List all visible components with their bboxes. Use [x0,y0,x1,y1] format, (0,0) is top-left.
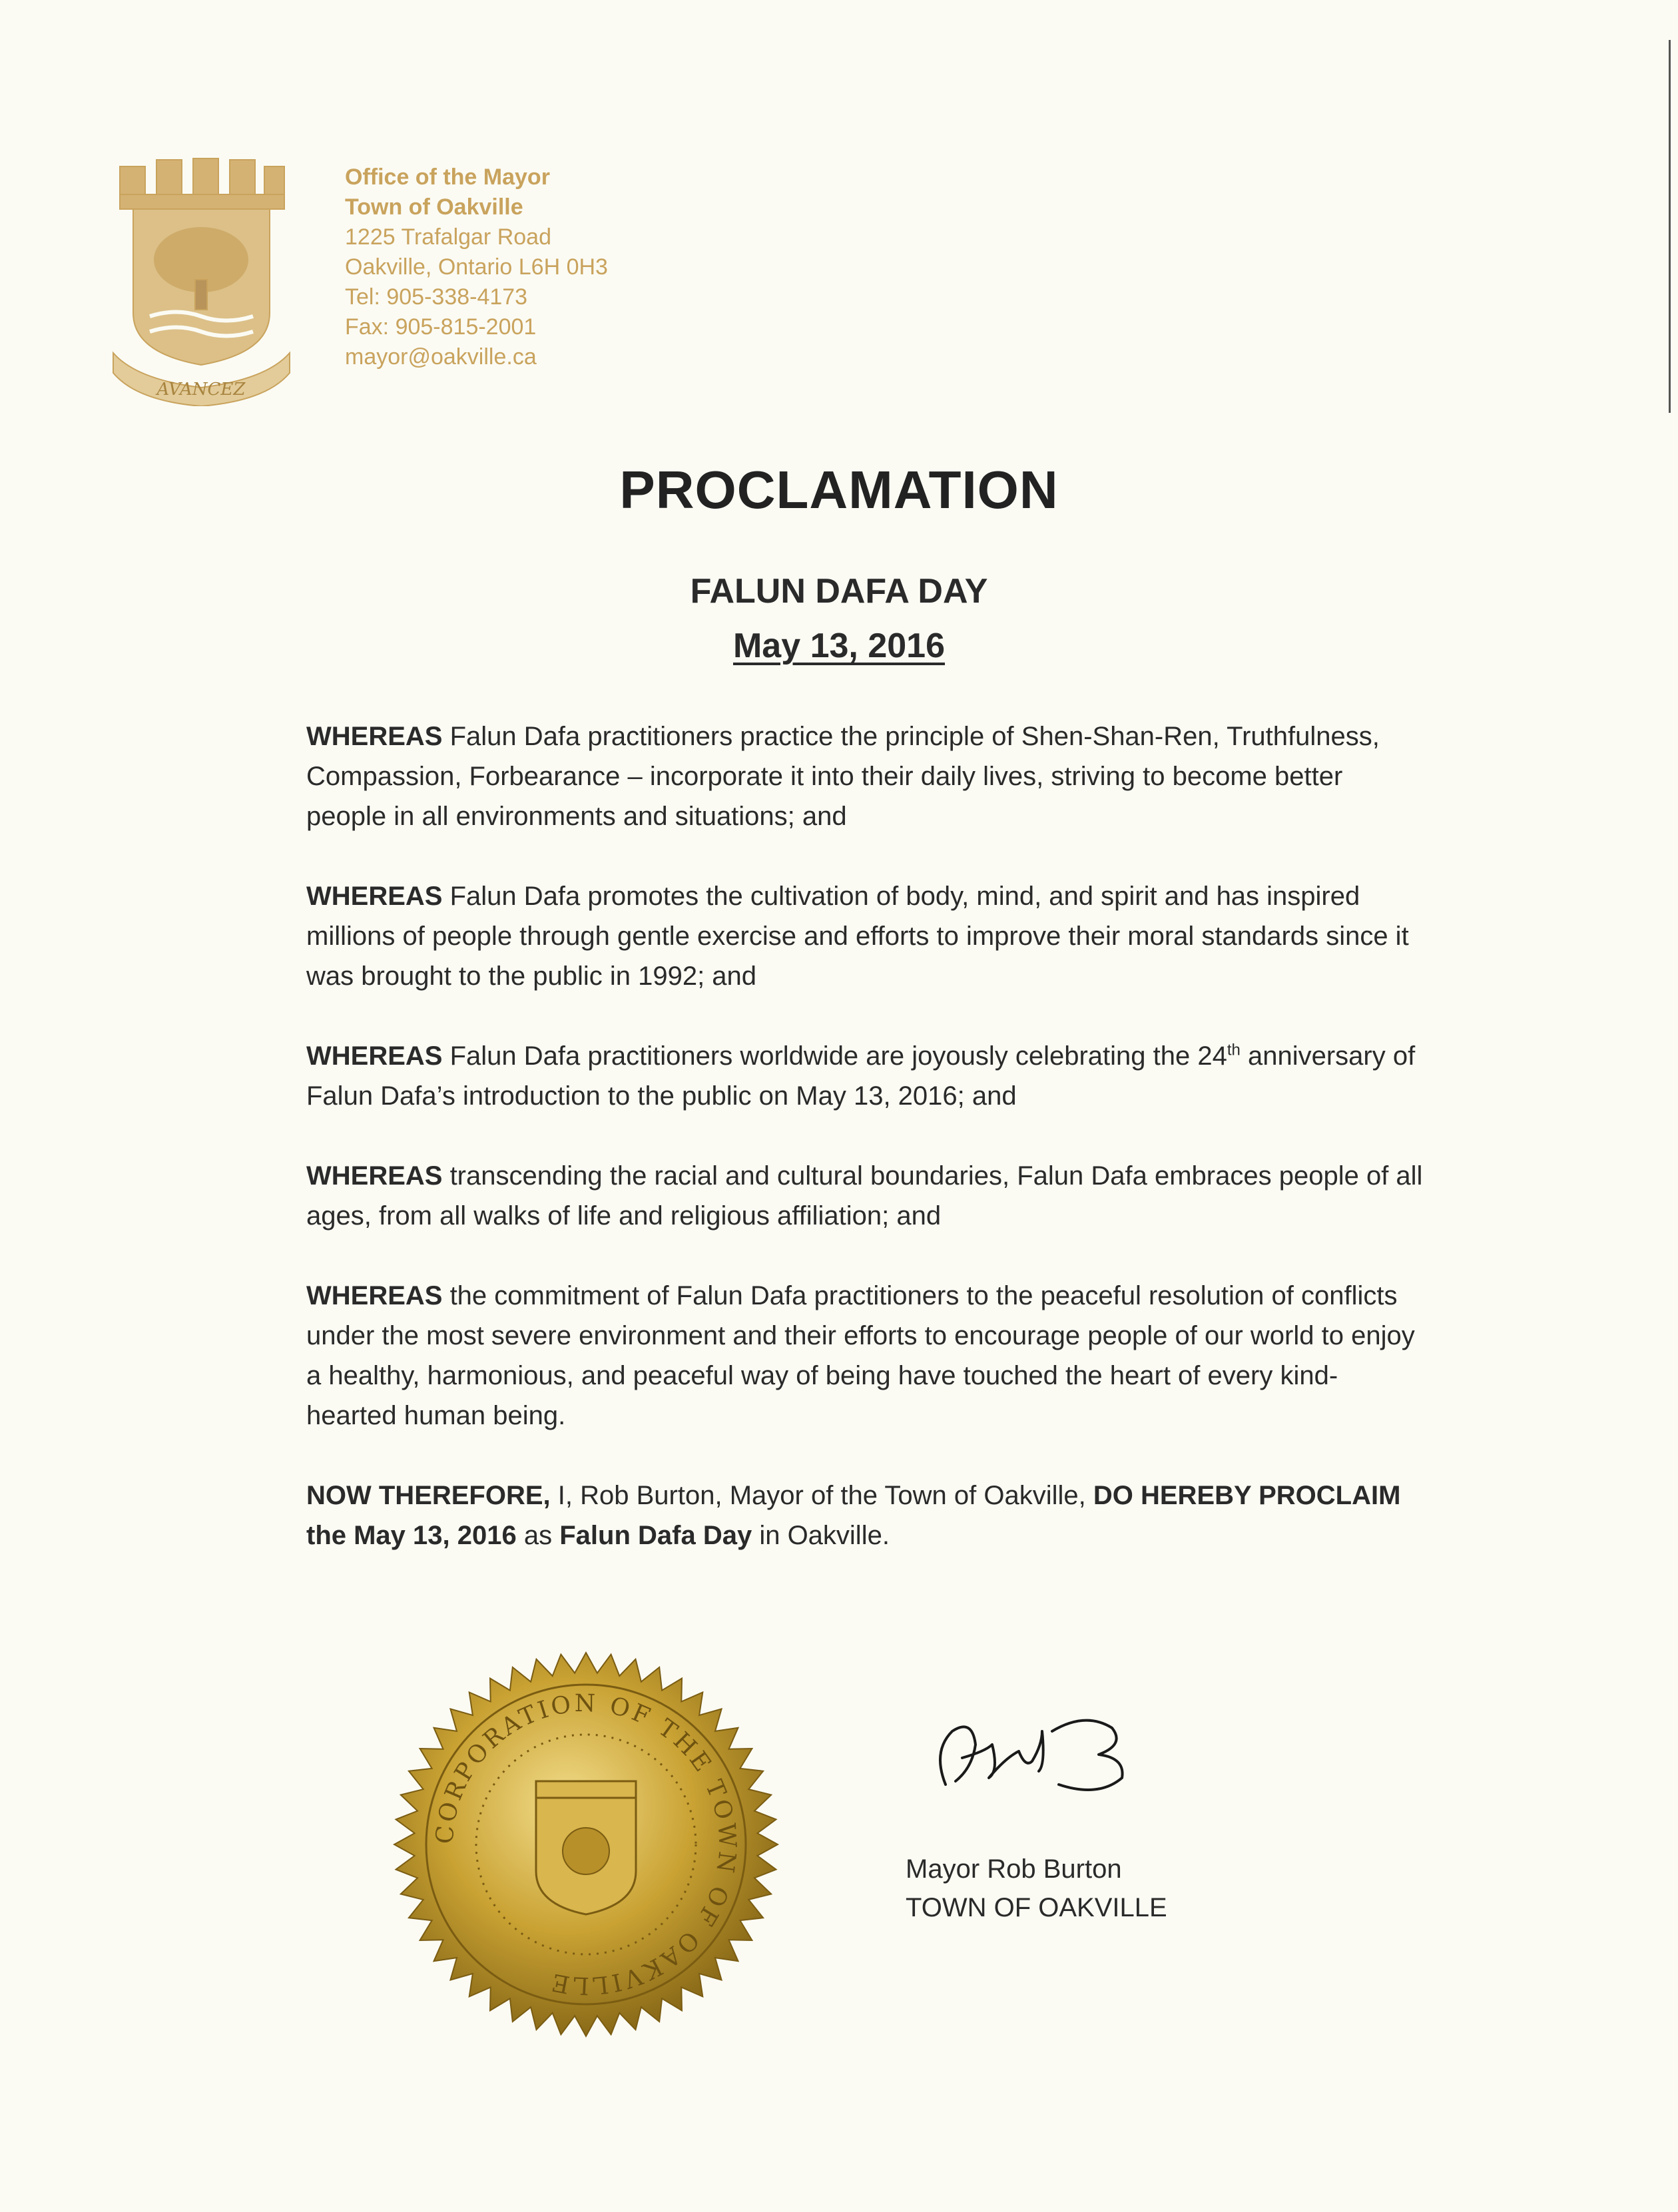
page-title: PROCLAMATION [619,460,1059,519]
town-name: Town of Oakville [345,194,523,220]
mayor-signature [926,1705,1165,1804]
whereas-paragraph [306,1276,1425,1436]
town-crest-icon [110,153,293,406]
whereas-keyword: WHEREAS [306,1281,443,1310]
whereas-keyword: WHEREAS [306,882,443,911]
date-text: May 13, 2016 [732,627,946,665]
whereas-keyword: WHEREAS [306,1041,443,1071]
whereas-keyword: WHEREAS [306,1161,443,1191]
resolution-proclaim: DO HEREBY PROCLAIM the May 13, 2016 [306,1481,1401,1550]
proclamation-body [306,716,1425,1595]
signatory-org: TOWN OF OAKVILLE [906,1893,1167,1922]
seal-text: CORPORATION OF THE TOWN OF OAKVILLE [431,1689,741,2000]
whereas-paragraph [306,876,1425,996]
paragraph-text: Falun Dafa practitioners worldwide are joyously celebrating the 24 [442,1041,1227,1071]
paragraph-text: anniversary of Falun Dafa’s introduction to the public on May 13, 2016; and [306,1041,1416,1111]
whereas-paragraph [306,1036,1425,1116]
resolution-paragraph [306,1476,1425,1555]
now-therefore-keyword: NOW THEREFORE, [306,1481,551,1510]
scan-edge-line [1669,40,1671,413]
paragraph-text: Falun Dafa practitioners practice the principle of Shen-Shan-Ren, Truthfulness, Compassion, Forbearance – incorporate it into their daily lives, striving to become better people in all environments and situations; and [306,722,1380,831]
resolution-text: in Oakville. [752,1521,890,1550]
resolution-text: I, Rob Burton, Mayor of the Town of Oakville, [550,1481,1093,1510]
crest-motto: AVANCEZ [156,380,246,400]
signatory-name: Mayor Rob Burton [906,1854,1122,1884]
proclamation-date [0,626,1678,666]
whereas-paragraph [306,1156,1425,1236]
paragraph-text: transcending the racial and cultural boundaries, Falun Dafa embraces people of all ages, from all walks of life and religious affiliation; and [306,1161,1423,1231]
whereas-paragraph [306,716,1425,836]
whereas-keyword: WHEREAS [306,722,443,751]
paragraph-text: Falun Dafa promotes the cultivation of body, mind, and spirit and has inspired millions of people through gentle exercise and efforts to improve their moral standards since it was brought to the public in 1992; and [306,882,1409,991]
fax: Fax: 905-815-2001 [345,314,537,340]
street-address: 1225 Trafalgar Road [345,224,551,250]
email-link[interactable]: mayor@oakville.ca [345,344,537,370]
gold-seal-icon [393,1651,779,2038]
resolution-text: as [516,1521,560,1550]
paragraph-text: the commitment of Falun Dafa practitioners to the peaceful resolution of conflicts under the most severe environment and their efforts to encourage people of our world to enjoy a healthy, harmonious, and peaceful way of being have touched the heart of every kind-hearted human being. [306,1281,1415,1430]
letterhead [345,162,608,372]
subtitle: FALUN DAFA DAY [690,572,988,611]
resolution-day-name: Falun Dafa Day [559,1521,752,1550]
city-address: Oakville, Ontario L6H 0H3 [345,254,608,280]
office-title: Office of the Mayor [345,164,550,190]
telephone: Tel: 905-338-4173 [345,284,528,310]
ordinal-suffix: th [1227,1041,1241,1059]
